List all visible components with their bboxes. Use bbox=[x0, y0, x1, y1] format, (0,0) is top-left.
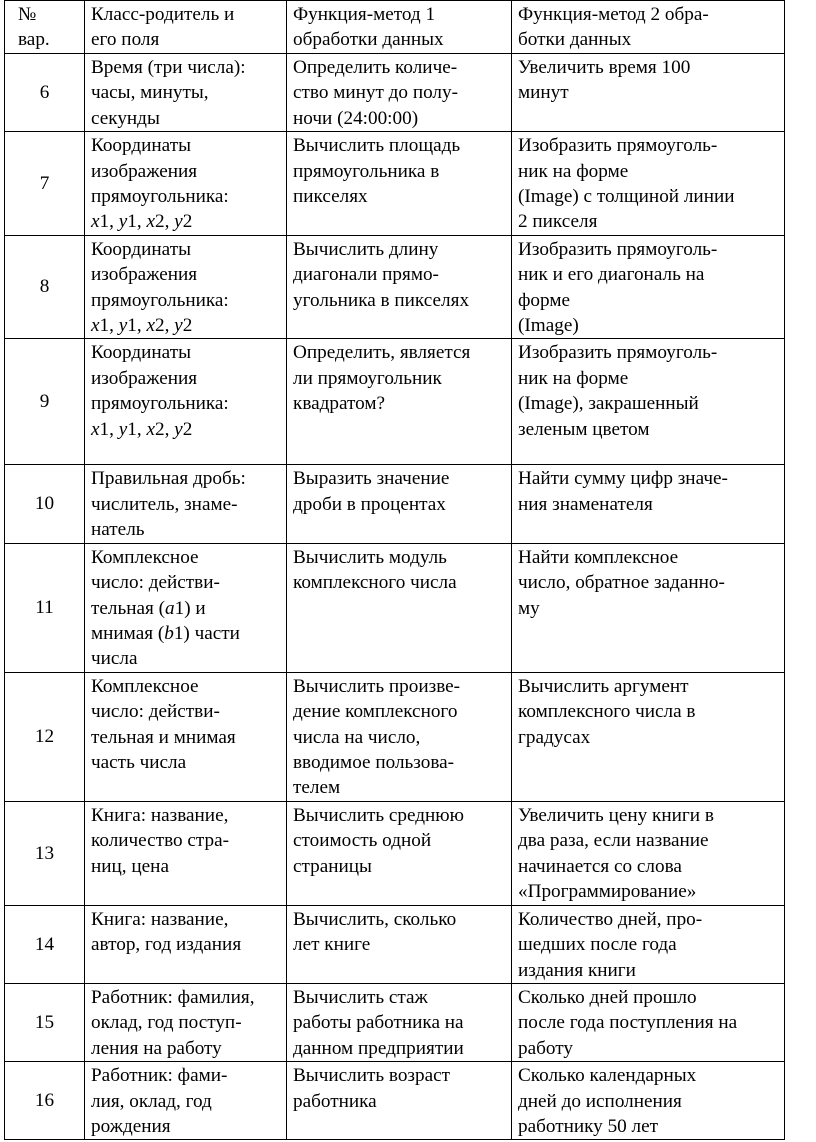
method2-cell bbox=[512, 235, 785, 339]
method2-cell-line: работнику 50 лет bbox=[518, 1116, 659, 1137]
class-cell bbox=[85, 132, 287, 236]
method2-cell bbox=[512, 132, 785, 236]
method1-cell-line: Вычислить возраст bbox=[293, 1065, 451, 1087]
method1-cell-line: квадратом? bbox=[293, 393, 386, 415]
method2-cell-line: Сколько календарных bbox=[518, 1065, 697, 1087]
class-cell-line: x1, y1, x2, y2 bbox=[91, 315, 193, 337]
class-cell-line: секунды bbox=[91, 107, 160, 129]
method1-cell-line: Вычислить площадь bbox=[293, 135, 461, 157]
method2-cell-line: (Image) bbox=[518, 315, 579, 337]
method2-cell-line: форме bbox=[518, 289, 570, 311]
class-cell-line: часть числа bbox=[91, 751, 187, 773]
class-cell bbox=[85, 983, 287, 1061]
method2-cell-line: Сколько дней прошло bbox=[518, 986, 697, 1008]
table-row bbox=[5, 465, 785, 543]
method1-cell bbox=[287, 543, 512, 672]
class-cell-line: число: действи- bbox=[91, 572, 220, 594]
method2-cell-line: Найти комплексное bbox=[518, 546, 679, 568]
method2-cell bbox=[512, 801, 785, 905]
method1-cell-line: диагонали прямо- bbox=[293, 264, 439, 286]
method1-cell-line: Вычислить произве- bbox=[293, 675, 461, 697]
class-cell-line: мнимая (b1) части bbox=[91, 622, 240, 644]
method1-cell-line: стоимость одной bbox=[293, 830, 432, 852]
class-cell-line: рождения bbox=[91, 1116, 171, 1137]
header-method2-line: Функция-метод 2 обра- bbox=[518, 4, 709, 25]
header-method1 bbox=[287, 1, 512, 54]
method1-cell-line: Вычислить среднюю bbox=[293, 804, 464, 826]
table-row bbox=[5, 339, 785, 465]
class-cell-line: оклад, год поступ- bbox=[91, 1012, 242, 1034]
class-cell-line: Координаты bbox=[91, 238, 191, 260]
class-cell-line: тельная (a1) и bbox=[91, 597, 206, 619]
class-cell-line: часы, минуты, bbox=[91, 82, 209, 104]
variant-number: 15 bbox=[5, 983, 85, 1061]
header-method1-line: Функция-метод 1 bbox=[293, 4, 436, 25]
method1-cell-line: числа на число, bbox=[293, 726, 421, 748]
variant-number: 13 bbox=[5, 801, 85, 905]
class-cell-line: Время (три числа): bbox=[91, 57, 246, 78]
method1-cell bbox=[287, 801, 512, 905]
variant-number: 12 bbox=[5, 672, 85, 801]
method2-cell bbox=[512, 54, 785, 132]
method1-cell-line: комплексного числа bbox=[293, 572, 457, 594]
method2-cell-line: Увеличить время 100 bbox=[518, 57, 691, 78]
method1-cell bbox=[287, 132, 512, 236]
class-cell-line: изображения bbox=[91, 367, 198, 389]
header-num-line: вар. bbox=[18, 29, 50, 51]
method1-cell-line: лет книге bbox=[293, 934, 371, 956]
class-cell-line: автор, год издания bbox=[91, 934, 242, 956]
method2-cell bbox=[512, 1062, 785, 1140]
method2-cell-line: (Image) с толщиной линии bbox=[518, 186, 735, 208]
method1-cell-line: пикселях bbox=[293, 186, 368, 208]
method1-cell bbox=[287, 1062, 512, 1140]
class-cell-line: числитель, знаме- bbox=[91, 493, 238, 515]
method1-cell-line: угольника в пикселях bbox=[293, 289, 470, 311]
method1-cell bbox=[287, 235, 512, 339]
header-method2-line: ботки данных bbox=[518, 29, 632, 51]
method2-cell-line: му bbox=[518, 597, 540, 619]
class-cell bbox=[85, 339, 287, 465]
method2-cell-line: Изобразить прямоуголь- bbox=[518, 135, 718, 157]
variant-number: 10 bbox=[5, 465, 85, 543]
class-cell bbox=[85, 672, 287, 801]
method2-cell-line: Изобразить прямоуголь- bbox=[518, 238, 718, 260]
method1-cell-line: Выразить значение bbox=[293, 468, 450, 490]
table-row bbox=[5, 672, 785, 801]
method2-cell bbox=[512, 465, 785, 543]
header-class-line: его поля bbox=[91, 29, 160, 51]
class-cell-line: прямоугольника: bbox=[91, 186, 229, 208]
table-row bbox=[5, 905, 785, 983]
method1-cell-line: Вычислить модуль bbox=[293, 546, 447, 568]
class-cell bbox=[85, 543, 287, 672]
method2-cell-line: работу bbox=[518, 1037, 573, 1059]
variant-number: 8 bbox=[5, 235, 85, 339]
class-cell-line: числа bbox=[91, 648, 138, 670]
method1-cell-line: ство минут до полу- bbox=[293, 82, 458, 104]
class-cell-line: Координаты bbox=[91, 342, 191, 364]
class-cell-line: Координаты bbox=[91, 135, 191, 157]
method2-cell-line: число, обратное заданно- bbox=[518, 572, 725, 594]
class-cell-line: x1, y1, x2, y2 bbox=[91, 211, 193, 233]
table-row bbox=[5, 132, 785, 236]
method1-cell bbox=[287, 905, 512, 983]
method1-cell-line: вводимое пользова- bbox=[293, 751, 455, 773]
class-cell bbox=[85, 1062, 287, 1140]
table-row bbox=[5, 983, 785, 1061]
method2-cell-line: ник и его диагональ на bbox=[518, 264, 705, 286]
class-cell-line: Работник: фами- bbox=[91, 1065, 228, 1087]
header-num bbox=[5, 1, 85, 54]
method2-cell-line: ник на форме bbox=[518, 367, 629, 389]
method1-cell-line: работника bbox=[293, 1090, 377, 1112]
method1-cell-line: прямоугольника в bbox=[293, 160, 440, 182]
variant-number: 6 bbox=[5, 54, 85, 132]
method2-cell-line: шедших после года bbox=[518, 934, 677, 956]
method2-cell-line: минут bbox=[518, 82, 569, 104]
variant-number: 16 bbox=[5, 1062, 85, 1140]
method2-cell-line: Увеличить цену книги в bbox=[518, 804, 714, 826]
method1-cell bbox=[287, 672, 512, 801]
method1-cell-line: Вычислить, сколько bbox=[293, 908, 457, 930]
class-cell-line: прямоугольника: bbox=[91, 393, 229, 415]
header-class-line: Класс-родитель и bbox=[91, 4, 235, 25]
method2-cell-line: ник на форме bbox=[518, 160, 629, 182]
method2-cell-line: Найти сумму цифр значе- bbox=[518, 468, 728, 490]
method2-cell-line: зеленым цветом bbox=[518, 418, 650, 440]
header-method2 bbox=[512, 1, 785, 54]
method2-cell-line: дней до исполнения bbox=[518, 1090, 682, 1112]
class-cell bbox=[85, 235, 287, 339]
variant-number: 7 bbox=[5, 132, 85, 236]
class-cell-line: ниц, цена bbox=[91, 855, 169, 877]
variants-table bbox=[4, 0, 785, 1140]
method1-cell-line: телем bbox=[293, 777, 341, 799]
method1-cell-line: дроби в процентах bbox=[293, 493, 446, 515]
class-cell bbox=[85, 54, 287, 132]
table-row bbox=[5, 54, 785, 132]
method1-cell bbox=[287, 54, 512, 132]
header-class bbox=[85, 1, 287, 54]
class-cell-line: Правильная дробь: bbox=[91, 468, 246, 490]
header-row bbox=[5, 1, 785, 54]
class-cell-line: количество стра- bbox=[91, 830, 230, 852]
variant-number: 14 bbox=[5, 905, 85, 983]
method1-cell-line: Определить, является bbox=[293, 342, 471, 364]
variant-number: 11 bbox=[5, 543, 85, 672]
method1-cell-line: Вычислить длину bbox=[293, 238, 439, 260]
class-cell-line: Книга: название, bbox=[91, 804, 229, 826]
method2-cell bbox=[512, 543, 785, 672]
method1-cell-line: ночи (24:00:00) bbox=[293, 107, 419, 129]
method2-cell bbox=[512, 339, 785, 465]
method2-cell-line: издания книги bbox=[518, 959, 636, 981]
method2-cell-line: (Image), закрашенный bbox=[518, 393, 699, 415]
method2-cell-line: после года поступления на bbox=[518, 1012, 738, 1034]
class-cell-line: x1, y1, x2, y2 bbox=[91, 418, 193, 440]
method1-cell bbox=[287, 465, 512, 543]
class-cell-line: лия, оклад, год bbox=[91, 1090, 212, 1112]
class-cell bbox=[85, 465, 287, 543]
class-cell bbox=[85, 801, 287, 905]
variant-number: 9 bbox=[5, 339, 85, 465]
class-cell-line: тельная и мнимая bbox=[91, 726, 236, 748]
method1-cell-line: Вычислить стаж bbox=[293, 986, 428, 1008]
class-cell-line: Комплексное bbox=[91, 675, 199, 697]
method2-cell bbox=[512, 672, 785, 801]
table-row bbox=[5, 543, 785, 672]
method2-cell-line: Изобразить прямоуголь- bbox=[518, 342, 718, 364]
table-row bbox=[5, 801, 785, 905]
class-cell-line: Работник: фамилия, bbox=[91, 986, 255, 1008]
class-cell bbox=[85, 905, 287, 983]
method2-cell-line: «Программирование» bbox=[518, 880, 697, 902]
header-num-line: № bbox=[18, 4, 37, 25]
method1-cell-line: работы работника на bbox=[293, 1012, 464, 1034]
header-method1-line: обработки данных bbox=[293, 29, 444, 51]
method1-cell-line: ли прямоугольник bbox=[293, 367, 442, 389]
class-cell-line: число: действи- bbox=[91, 701, 220, 723]
method2-cell-line: ния знаменателя bbox=[518, 493, 653, 515]
class-cell-line: изображения bbox=[91, 264, 198, 286]
method2-cell-line: градусах bbox=[518, 726, 591, 748]
method1-cell bbox=[287, 983, 512, 1061]
method2-cell-line: начинается со слова bbox=[518, 855, 682, 877]
method1-cell-line: дение комплексного bbox=[293, 701, 458, 723]
class-cell-line: прямоугольника: bbox=[91, 289, 229, 311]
method2-cell-line: Вычислить аргумент bbox=[518, 675, 689, 697]
class-cell-line: изображения bbox=[91, 160, 198, 182]
class-cell-line: Книга: название, bbox=[91, 908, 229, 930]
method1-cell bbox=[287, 339, 512, 465]
method1-cell-line: страницы bbox=[293, 855, 372, 877]
class-cell-line: натель bbox=[91, 519, 145, 541]
table-row bbox=[5, 1062, 785, 1140]
method1-cell-line: Определить количе- bbox=[293, 57, 458, 78]
method1-cell-line: данном предприятии bbox=[293, 1037, 464, 1059]
method2-cell-line: комплексного числа в bbox=[518, 701, 696, 723]
method2-cell bbox=[512, 983, 785, 1061]
method2-cell-line: 2 пикселя bbox=[518, 211, 598, 233]
method2-cell-line: Количество дней, про- bbox=[518, 908, 703, 930]
method2-cell-line: два раза, если название bbox=[518, 830, 709, 852]
class-cell-line: ления на работу bbox=[91, 1037, 222, 1059]
method2-cell bbox=[512, 905, 785, 983]
table-row bbox=[5, 235, 785, 339]
class-cell-line: Комплексное bbox=[91, 546, 199, 568]
